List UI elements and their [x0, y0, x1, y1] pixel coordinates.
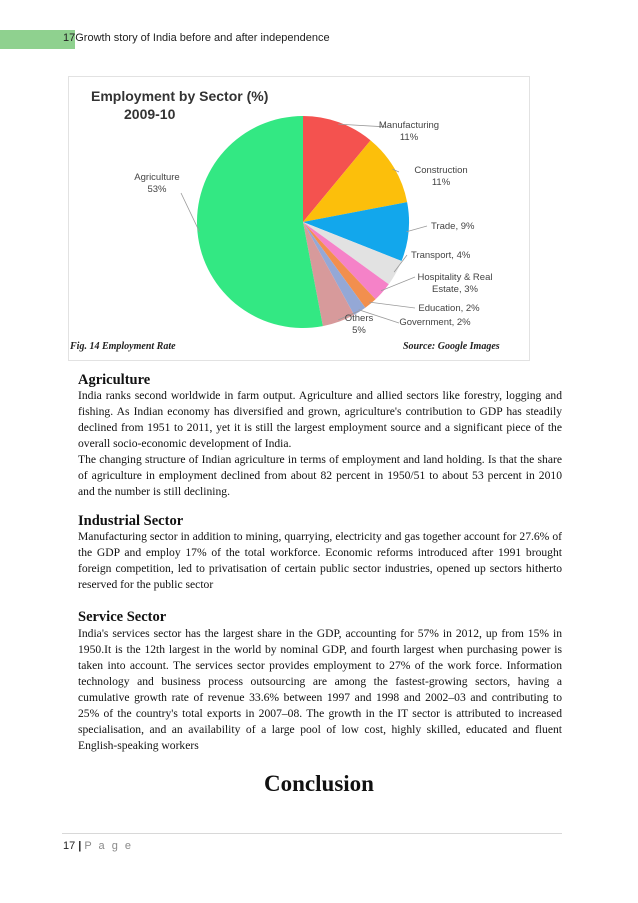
- header-title: Growth story of India before and after independence: [75, 32, 330, 44]
- slice-label-1: Manufacturing 11%: [378, 120, 440, 143]
- chart-title: Employment by Sector (%): [91, 88, 269, 104]
- leader-line-9: [181, 193, 200, 232]
- running-header: [63, 32, 330, 44]
- employment-chart-figure: [68, 76, 530, 361]
- agriculture-paragraph-1: India ranks second worldwide in farm output. Agriculture and allied sectors like forestry, logging and fishing. As Indian economy has diversified and grown, agriculture's contribution to GDP has steadily declined from 1951 to 2011, yet it is still the largest employment source and a significant piece of the overall socio-economic development of India.: [78, 389, 562, 450]
- slice-label-5: Hospitality & Real Estate, 3%: [417, 272, 493, 295]
- agriculture-paragraph-2: The changing structure of Indian agriculture in terms of employment and land holding. Is that the share of agriculture in employment declined from about 82 percent in 1950/51 to about 53 percent in 2010 and the number is still declining.: [78, 453, 562, 498]
- slice-label-4: Transport, 4%: [411, 250, 471, 261]
- leader-line-6: [369, 302, 415, 308]
- slice-label-9: Agriculture 53%: [134, 172, 180, 195]
- slice-label-7: Government, 2%: [399, 317, 471, 328]
- figure-caption: Fig. 14 Employment Rate: [70, 341, 176, 352]
- slice-label-6: Education, 2%: [418, 303, 480, 314]
- figure-source: Source: Google Images: [403, 341, 500, 352]
- service-heading: Service Sector: [78, 609, 167, 625]
- footer-divider: [62, 833, 562, 834]
- industrial-paragraph: Manufacturing sector in addition to mining, quarrying, electricity and gas together account for 27.6% of the GDP and employ 17% of the total workforce. Economic reforms introduced after 1991 brought foreign competition, led to privatisation of certain public sector industries, opened up sectors hitherto reserved for the public sector: [78, 530, 562, 591]
- pie-slices: [197, 116, 409, 328]
- industrial-heading: Industrial Sector: [78, 513, 184, 529]
- chart-subtitle: 2009-10: [124, 106, 176, 122]
- service-paragraph: India's services sector has the largest share in the GDP, accounting for 57% in 2012, up from 15% in 1950.It is the 12th largest in the world by nominal GDP, and fourth largest when purchasing power is taken into account. The services sector provides employment to 27% of the work force. Information technology and business process outsourcing are among the fastest-growing sectors, having a cumulative growth rate of revenue 33.6% between 1997 and 1998 and 2002–03 and contributing to 25% of the country's total exports in 2007–08. The growth in the IT sector is attributed to increased specialisation, and an availability of a large pool of low cost, highly skilled, educated and fluent English-speaking workers: [78, 627, 562, 752]
- leader-line-3: [407, 226, 428, 232]
- header-page-number: 17: [63, 32, 76, 44]
- footer-separator: |: [78, 840, 82, 852]
- agriculture-heading: Agriculture: [78, 372, 151, 388]
- conclusion-heading: Conclusion: [264, 771, 374, 796]
- footer-page-word: P a g e: [84, 840, 133, 852]
- page-footer: [63, 840, 133, 852]
- slice-label-8: Others 5%: [344, 313, 374, 336]
- footer-page-number: 17: [63, 840, 76, 852]
- employment-pie-chart: [69, 77, 529, 360]
- slice-label-3: Trade, 9%: [431, 221, 475, 232]
- slice-label-2: Construction 11%: [414, 165, 468, 188]
